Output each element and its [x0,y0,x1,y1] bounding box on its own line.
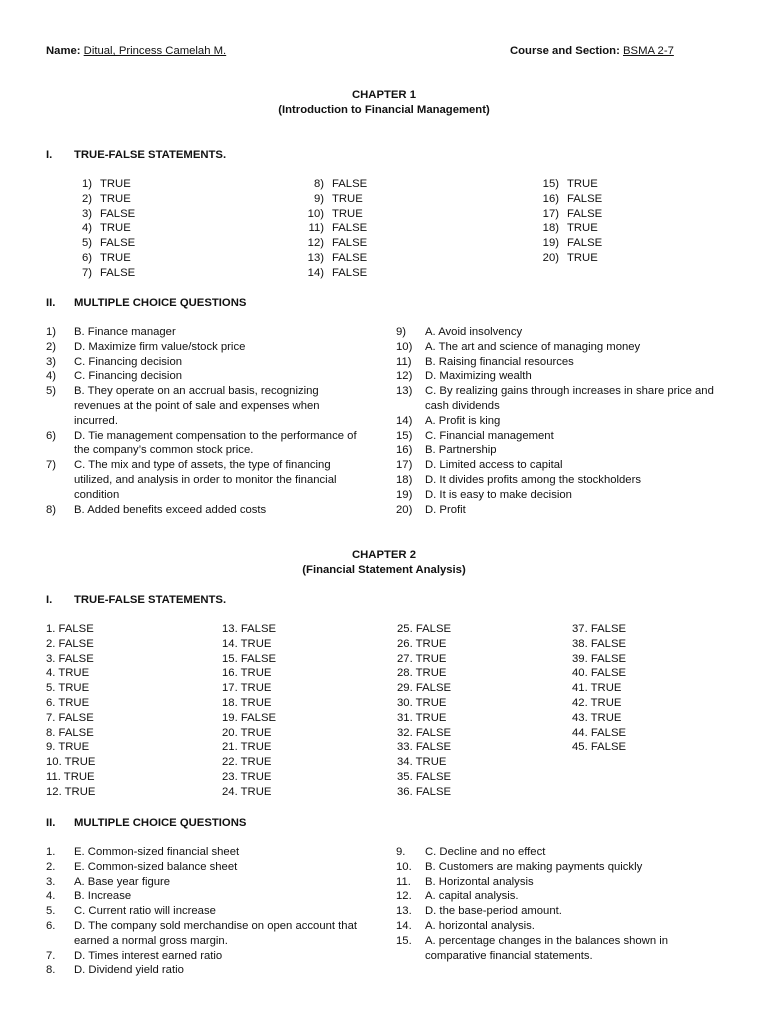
tf-item: 26. TRUE [397,637,447,650]
tf-item [541,177,602,192]
mc-number: 16) [396,444,413,457]
mc-number: 4) [46,370,57,383]
mc-item [46,875,376,890]
mc-answer: D. Profit [425,503,466,516]
mc-item [46,355,366,370]
tf-item: 10. TRUE [46,756,96,769]
tf-item: 24. TRUE [222,785,272,798]
mc-number: 12. [396,890,412,903]
ch1-subtitle: (Introduction to Financial Management) [278,104,490,116]
tf-number: 4) [81,222,92,235]
mc-item [396,904,696,919]
mc-item [46,919,376,949]
course-line [510,44,674,59]
tf-item [306,221,367,236]
tf-item [541,236,602,251]
tf-item: 11. TRUE [46,770,95,783]
mc-answer: B. They operate on an accrual basis, recognizing revenues at the point of sale and expenses when incurred. [74,385,320,427]
mc-number: 17) [396,459,413,472]
mc-answer: A. Profit is king [425,414,501,427]
mc-answer: D. Times interest earned ratio [74,949,223,962]
tf-item: 27. TRUE [397,652,447,665]
tf-item [74,192,135,207]
ch1-tf-col-3 [541,177,602,266]
tf-item: 9. TRUE [46,741,90,754]
tf-item: 42. TRUE [572,696,622,709]
mc-item [46,860,376,875]
tf-item: 20. TRUE [222,726,272,739]
mc-number: 12) [396,370,413,383]
tf-item: 39. FALSE [572,652,627,665]
mc-number: 3. [46,875,56,888]
mc-item [46,963,376,978]
mc-item [46,845,376,860]
mc-item [46,949,376,964]
ch2-tf-col-3 [397,622,451,800]
mc-number: 14. [396,919,412,932]
tf-item [74,236,135,251]
mc-item [396,369,726,384]
mc-item [396,845,696,860]
mc-item [396,934,696,964]
tf-answer: TRUE [567,222,598,235]
mc-item [46,503,366,518]
tf-item: 35. FALSE [397,770,452,783]
mc-number: 5) [46,385,57,398]
mc-item [46,340,366,355]
tf-item: 37. FALSE [572,623,627,635]
mc-number: 8. [46,964,56,977]
ch1-tf-heading-num: I. [46,149,53,161]
course-value: BSMA 2-7 [623,45,674,57]
mc-number: 7) [46,459,57,472]
mc-answer: C. Decline and no effect [425,846,546,858]
mc-item [46,325,366,340]
tf-item [306,192,367,207]
mc-answer: B. Increase [74,890,132,903]
tf-item: 33. FALSE [397,741,452,754]
tf-number: 12) [307,237,324,250]
mc-number: 2) [46,340,57,353]
mc-number: 9) [396,326,407,338]
mc-number: 15. [396,934,412,947]
mc-answer: D. It is easy to make decision [425,488,572,501]
ch2-subtitle: (Financial Statement Analysis) [302,564,466,576]
tf-item: 14. TRUE [222,637,272,650]
name-label: Name: [46,45,81,57]
mc-item [46,384,366,428]
mc-number: 9. [396,846,406,858]
mc-answer: C. Financial management [425,429,554,442]
mc-item [46,369,366,384]
mc-item [396,473,726,488]
tf-item: 18. TRUE [222,696,272,709]
ch1-tf-col-1 [74,177,135,281]
mc-number: 6. [46,919,56,932]
mc-item [396,458,726,473]
ch2-title: CHAPTER 2 [351,549,417,561]
tf-item: 21. TRUE [222,741,272,754]
mc-number: 19) [396,488,413,501]
ch1-title: CHAPTER 1 [351,89,417,101]
tf-answer: TRUE [100,222,131,235]
tf-item: 29. FALSE [397,682,452,695]
mc-number: 3) [46,355,57,368]
mc-item [396,384,726,414]
mc-number: 6) [46,429,57,442]
mc-item [396,429,726,444]
tf-number: 18) [542,222,559,235]
tf-number: 9) [313,192,324,205]
tf-number: 3) [81,207,92,220]
tf-item [306,177,367,192]
mc-answer: A. percentage changes in the balances shown in comparative financial statements. [425,934,669,962]
tf-item: 17. TRUE [222,682,272,695]
mc-number: 2. [46,860,56,873]
mc-number: 11. [396,875,411,888]
tf-number: 16) [542,192,559,205]
tf-item [541,207,602,222]
tf-item [306,207,367,222]
tf-item [74,207,135,222]
tf-item [541,192,602,207]
ch2-mc-heading-num: II. [46,817,56,829]
ch2-mc-col-1 [46,845,376,978]
mc-answer: C. Current ratio will increase [74,905,216,918]
mc-item [46,889,376,904]
tf-number: 6) [81,251,92,264]
ch2-mc-heading: MULTIPLE CHOICE QUESTIONS [74,817,247,829]
tf-item: 2. FALSE [46,637,94,650]
tf-number: 17) [542,207,559,220]
mc-number: 7. [46,949,56,962]
mc-number: 4. [46,890,56,903]
tf-item [74,177,135,192]
mc-answer: E. Common-sized financial sheet [74,846,240,858]
mc-item [396,889,696,904]
tf-number: 15) [542,178,559,190]
name-line [46,44,226,59]
tf-number: 1) [81,178,92,190]
mc-item [396,919,696,934]
ch2-mc-col-2 [396,845,696,963]
tf-item: 8. FALSE [46,726,94,739]
mc-answer: D. Limited access to capital [425,459,563,472]
tf-item: 19. FALSE [222,711,277,724]
mc-answer: D. Maximize firm value/stock price [74,340,246,353]
tf-answer: FALSE [332,178,368,190]
ch1-mc-heading: MULTIPLE CHOICE QUESTIONS [74,297,247,309]
tf-item [74,251,135,266]
mc-number: 15) [396,429,413,442]
tf-item [306,266,367,281]
tf-item: 7. FALSE [46,711,94,724]
mc-answer: B. Raising financial resources [425,355,574,368]
ch1-mc-heading-num: II. [46,297,56,309]
mc-answer: B. Partnership [425,444,497,457]
mc-number: 20) [396,503,413,516]
tf-answer: FALSE [100,266,136,279]
mc-item [396,355,726,370]
tf-answer: TRUE [567,178,598,190]
mc-answer: D. Dividend yield ratio [74,964,184,977]
tf-item: 43. TRUE [572,711,622,724]
tf-answer: FALSE [567,237,603,250]
tf-answer: FALSE [567,192,603,205]
mc-answer: B. Added benefits exceed added costs [74,503,267,516]
tf-item: 23. TRUE [222,770,272,783]
mc-number: 13) [396,385,413,398]
tf-number: 5) [81,237,92,250]
tf-item: 6. TRUE [46,696,90,709]
tf-item: 32. FALSE [397,726,452,739]
tf-answer: FALSE [332,266,368,279]
tf-number: 7) [81,266,92,279]
tf-item: 25. FALSE [397,623,452,635]
mc-answer: A. capital analysis. [425,890,519,903]
tf-item: 22. TRUE [222,756,272,769]
mc-answer: C. Financing decision [74,370,183,383]
mc-item [396,860,696,875]
tf-item [306,236,367,251]
ch2-tf-heading: TRUE-FALSE STATEMENTS. [74,594,227,606]
mc-answer: B. Horizontal analysis [425,875,534,888]
tf-number: 2) [81,192,92,205]
tf-answer: TRUE [100,251,131,264]
mc-item [46,904,376,919]
ch1-tf-col-2 [306,177,367,281]
tf-answer: TRUE [332,192,363,205]
tf-item: 36. FALSE [397,785,452,798]
mc-item [396,325,726,340]
mc-number: 13. [396,905,412,918]
tf-item: 28. TRUE [397,667,447,680]
tf-item: 12. TRUE [46,785,96,798]
tf-answer: FALSE [332,222,368,235]
tf-number: 19) [542,237,559,250]
tf-item: 30. TRUE [397,696,447,709]
tf-answer: FALSE [332,237,368,250]
mc-item [396,488,726,503]
tf-item: 15. FALSE [222,652,277,665]
mc-answer: E. Common-sized balance sheet [74,860,238,873]
tf-item: 4. TRUE [46,667,90,680]
course-label: Course and Section: [510,45,620,57]
tf-item: 16. TRUE [222,667,272,680]
mc-item [46,458,366,502]
tf-item: 44. FALSE [572,726,627,739]
tf-number: 13) [307,251,324,264]
mc-answer: B. Finance manager [74,326,176,338]
mc-answer: C. By realizing gains through increases in share price and cash dividends [425,385,714,412]
mc-answer: D. Tie management compensation to the performance of the company’s common stock price. [74,429,357,457]
mc-item [46,429,366,459]
tf-answer: FALSE [100,237,136,250]
name-value: Ditual, Princess Camelah M. [83,45,227,57]
mc-answer: B. Customers are making payments quickly [425,860,643,873]
tf-answer: TRUE [100,192,131,205]
mc-answer: A. Avoid insolvency [425,326,523,338]
tf-number: 8) [313,178,324,190]
tf-number: 14) [307,266,324,279]
ch2-tf-col-4 [572,622,626,755]
tf-item: 13. FALSE [222,623,277,635]
tf-item: 5. TRUE [46,682,90,695]
ch2-tf-col-1 [46,622,95,800]
tf-number: 20) [542,251,559,264]
mc-number: 18) [396,473,413,486]
tf-item [541,221,602,236]
tf-number: 10) [307,207,324,220]
tf-item: 38. FALSE [572,637,627,650]
tf-item: 31. TRUE [397,711,447,724]
mc-number: 14) [396,414,413,427]
mc-answer: C. Financing decision [74,355,183,368]
mc-answer: A. horizontal analysis. [425,919,535,932]
mc-number: 11) [396,355,412,368]
mc-answer: A. The art and science of managing money [425,340,641,353]
tf-answer: FALSE [567,207,603,220]
mc-item [396,340,726,355]
tf-item: 40. FALSE [572,667,627,680]
tf-answer: FALSE [332,251,368,264]
mc-number: 10) [396,340,413,353]
mc-number: 10. [396,860,412,873]
tf-item [541,251,602,266]
mc-answer: D. Maximizing wealth [425,370,532,383]
ch1-mc-col-2 [396,325,726,517]
ch2-tf-heading-num: I. [46,594,53,606]
tf-item [74,266,135,281]
mc-item [396,414,726,429]
tf-answer: TRUE [332,207,363,220]
tf-item: 1. FALSE [46,623,94,635]
mc-number: 8) [46,503,57,516]
mc-answer: D. It divides profits among the stockholders [425,473,641,486]
tf-item [74,221,135,236]
mc-answer: C. The mix and type of assets, the type of financing utilized, and analysis in order to monitor the financial condition [74,459,337,501]
tf-item: 41. TRUE [572,682,622,695]
mc-answer: D. the base-period amount. [425,905,562,918]
mc-item [396,443,726,458]
tf-answer: TRUE [100,178,131,190]
mc-number: 5. [46,905,56,918]
mc-number: 1) [46,326,57,338]
tf-item: 3. FALSE [46,652,94,665]
ch1-tf-heading: TRUE-FALSE STATEMENTS. [74,149,227,161]
ch1-mc-col-1 [46,325,366,517]
tf-item: 34. TRUE [397,756,447,769]
ch2-tf-col-2 [222,622,276,800]
tf-number: 11) [308,222,324,235]
mc-item [396,875,696,890]
mc-answer: D. The company sold merchandise on open account that earned a normal gross margin. [74,919,358,947]
tf-item: 45. FALSE [572,741,627,754]
tf-answer: FALSE [100,207,136,220]
mc-number: 1. [46,846,56,858]
tf-answer: TRUE [567,251,598,264]
mc-answer: A. Base year figure [74,875,171,888]
tf-item [306,251,367,266]
mc-item [396,503,726,518]
